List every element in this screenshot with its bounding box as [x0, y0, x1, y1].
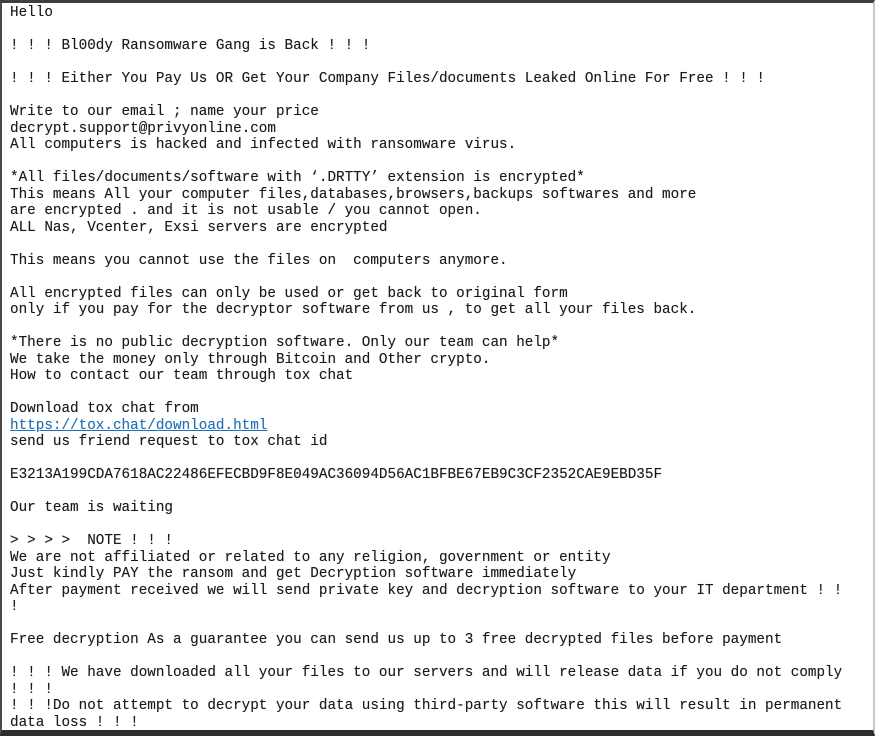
- note-line: ! ! ! We have downloaded all your files to our servers and will release data if you do not comply: [10, 665, 843, 681]
- note-line: Our team is waiting: [10, 500, 174, 516]
- note-line: are encrypted . and it is not usable / you cannot open.: [10, 203, 482, 219]
- note-line: All encrypted files can only be used or get back to original form: [10, 285, 568, 302]
- note-line-link: [10, 418, 869, 435]
- note-line: This means All your computer files,databases,browsers,backups softwares and more: [10, 186, 697, 203]
- note-line: [10, 269, 869, 286]
- note-line: We take the money only through Bitcoin and Other crypto.: [10, 351, 491, 368]
- note-line: Download tox chat from: [10, 401, 199, 417]
- email-address: decrypt.support@privyonline.com: [10, 120, 276, 137]
- note-line: [10, 154, 869, 171]
- note-line: [10, 616, 869, 633]
- note-line: All computers is hacked and infected with ransomware virus.: [10, 137, 517, 153]
- note-line: !: [10, 599, 19, 615]
- note-line: [10, 22, 869, 39]
- note-line: Write to our email ; name your price: [10, 104, 319, 120]
- note-line: ALL Nas, Vcenter, Exsi servers are encrypted: [10, 219, 388, 236]
- note-line-free-decryption: Free decryption As a guarantee you can send us up to 3 free decrypted files before payment: [10, 632, 783, 648]
- note-line: Just kindly PAY the ransom and get Decryption software immediately: [10, 566, 577, 582]
- tox-chat-id: E3213A199CDA7618AC22486EFECBD9F8E049AC36094D56AC1BFBE67EB9C3CF2352CAE9EBD35F: [10, 467, 663, 483]
- note-line: [10, 385, 869, 402]
- note-line: only if you pay for the decryptor software from us , to get all your files back.: [10, 302, 697, 318]
- note-line: ! ! !: [10, 681, 53, 698]
- note-line: send us friend request to tox chat id: [10, 434, 328, 450]
- note-line: [10, 649, 869, 666]
- note-line: [10, 319, 869, 336]
- note-line: data loss ! ! !: [10, 714, 139, 731]
- note-line-note-marker: > > > > NOTE ! ! !: [10, 533, 174, 549]
- note-line: *There is no public decryption software. Only our team can help*: [10, 335, 560, 351]
- note-line: ! ! !Do not attempt to decrypt your data using third-party software this will result in permanent: [10, 698, 843, 714]
- note-line-greeting: Hello: [10, 5, 53, 21]
- note-line: [10, 451, 869, 468]
- note-line: How to contact our team through tox chat: [10, 368, 354, 384]
- note-line: [10, 88, 869, 105]
- note-line: [10, 55, 869, 72]
- note-line-gang-title: ! ! ! Bl00dy Ransomware Gang is Back ! ! !: [10, 38, 371, 54]
- tox-download-link[interactable]: https://tox.chat/download.html: [10, 417, 268, 434]
- note-line: [10, 517, 869, 534]
- note-line: We are not affiliated or related to any religion, government or entity: [10, 549, 611, 566]
- note-line-extension-info: *All files/documents/software with ‘.DRTTY’ extension is encrypted*: [10, 170, 585, 186]
- note-line: After payment received we will send private key and decryption software to your IT department ! !: [10, 582, 843, 599]
- note-line: [10, 484, 869, 501]
- note-line: [10, 236, 869, 253]
- note-line: This means you cannot use the files on computers anymore.: [10, 252, 508, 269]
- note-line-threat-headline: ! ! ! Either You Pay Us OR Get Your Company Files/documents Leaked Online For Free ! ! !: [10, 71, 765, 87]
